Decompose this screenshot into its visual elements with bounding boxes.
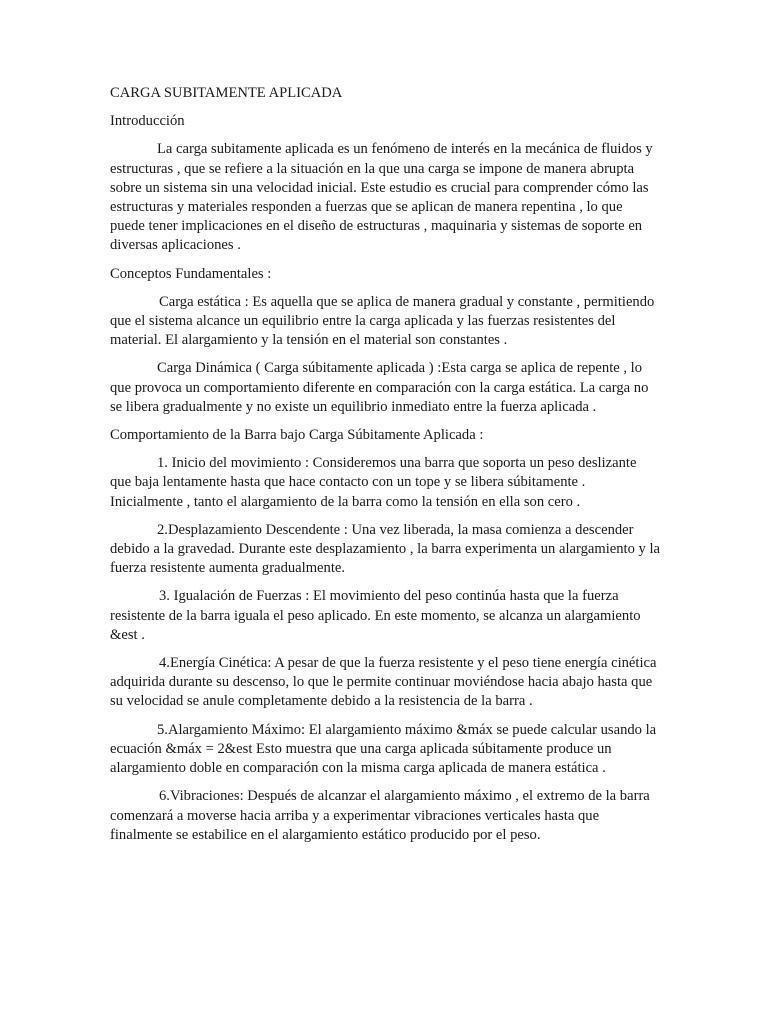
intro-paragraph: La carga subitamente aplicada es un fenómeno de interés en la mecánica de fluidos y estructuras , que se refiere a la situación en la que una carga se impone de manera abrupta sobre un sistema sin una velocidad inicial. Este estudio es crucial para comprender cómo las estructuras y materiales responden a fuerzas que se aplican de manera repentina , lo que puede tener implicaciones en el diseño de estructuras , maquinaria y sistemas de soporte en diversas aplicaciones .	[110, 141, 653, 254]
behavior-heading: Comportamiento de la Barra bajo Carga Súbitamente Aplicada :	[110, 427, 484, 444]
concept-static-paragraph: Carga estática : Es aquella que se aplica de manera gradual y constante , permitiendo que el sistema alcance un equilibrio entre la carga aplicada y las fuerzas resistentes del material. El alargamiento y la tensión en el material son constantes .	[110, 293, 655, 349]
document-title: CARGA SUBITAMENTE APLICADA	[110, 85, 343, 101]
step-4-paragraph: 4.Energía Cinética: A pesar de que la fuerza resistente y el peso tiene energía cinética adquirida durante su descenso, lo que le permite continuar moviéndose hacia abajo hasta que su velocidad se anule completamente debido a la resistencia de la barra .	[110, 655, 657, 710]
step-3-paragraph: 3. Igualación de Fuerzas : El movimiento del peso continúa hasta que la fuerza resistente de la barra iguala el peso aplicado. En este momento, se alcanza un alargamiento &est .	[110, 588, 641, 643]
document-page	[110, 84, 660, 854]
intro-heading: Introducción	[110, 113, 185, 130]
step-1-paragraph: 1. Inicio del movimiento : Consideremos una barra que soporta un peso deslizante que baja lentamente hasta que hace contacto con un tope y se libera súbitamente . Inicialmente , tanto el alargamiento de la barra como la tensión en ella son cero .	[110, 455, 637, 510]
step-5-paragraph: 5.Alargamiento Máximo: El alargamiento máximo &máx se puede calcular usando la ecuación &máx = 2&est Esto muestra que una carga aplicada súbitamente produce un alargamiento doble en comparación con la misma carga aplicada de manera estática .	[110, 721, 657, 777]
concept-dynamic-paragraph: Carga Dinámica ( Carga súbitamente aplicada ) :Esta carga se aplica de repente , lo que provoca un comportamiento diferente en comparación con la carga estática. La carga no se libera gradualmente y no existe un equilibrio inmediato entre la fuerza aplicada .	[110, 360, 649, 415]
step-6-paragraph: 6.Vibraciones: Después de alcanzar el alargamiento máximo , el extremo de la barra comenzará a moverse hacia arriba y a experimentar vibraciones verticales hasta que finalmente se estabilice en el alargamiento estático producido por el peso.	[110, 788, 650, 843]
step-2-paragraph: 2.Desplazamiento Descendente : Una vez liberada, la masa comienza a descender debido a la gravedad. Durante este desplazamiento , la barra experimenta un alargamiento y la fuerza resistente aumenta gradualmente.	[110, 521, 661, 577]
concepts-heading: Conceptos Fundamentales :	[110, 265, 272, 282]
